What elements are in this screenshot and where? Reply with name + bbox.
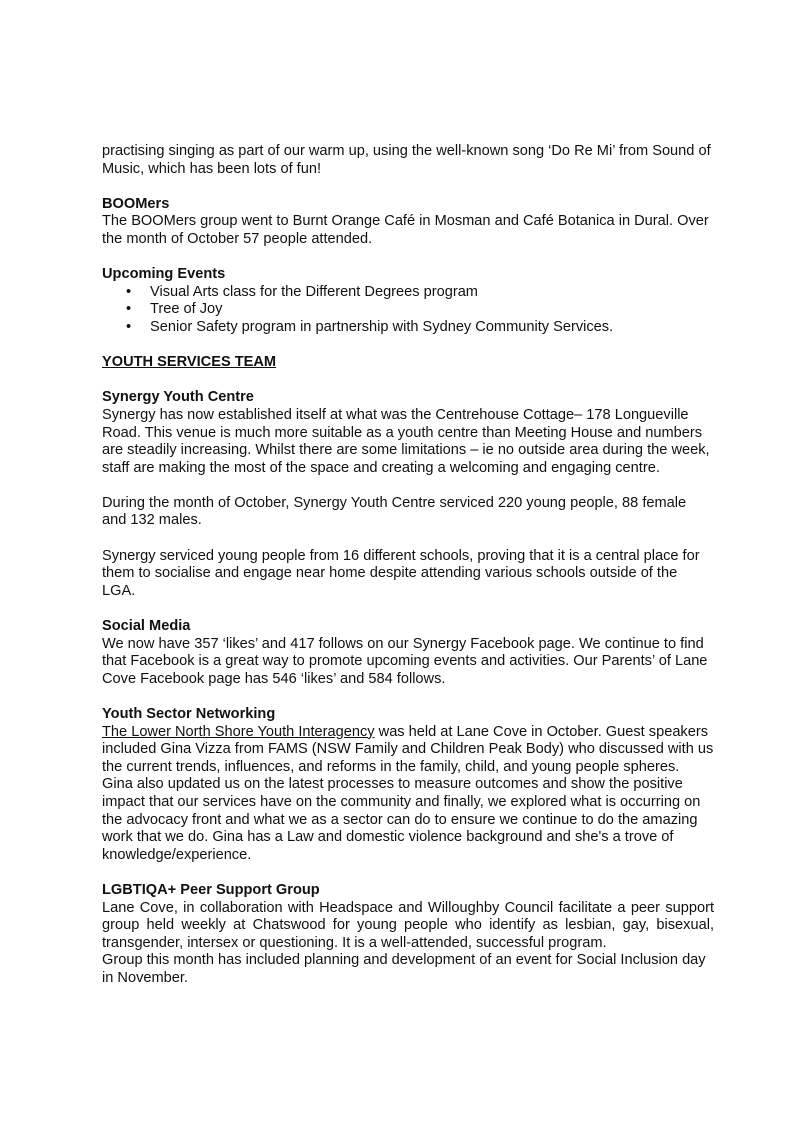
synergy-paragraph-3: Synergy serviced young people from 16 different schools, proving that it is a central place for them to socialise and engage near home despite attending various schools outside of the LGA. [102, 547, 700, 599]
spacer [102, 337, 714, 355]
spacer [102, 372, 714, 390]
lgbtiqa-paragraph-2: Group this month has included planning and development of an event for Social Inclusion day in November. [102, 952, 706, 986]
upcoming-events-list [102, 284, 714, 337]
upcoming-events-heading: Upcoming Events [102, 266, 226, 283]
youth-services-title: YOUTH SERVICES TEAM [102, 354, 277, 371]
spacer [102, 600, 714, 618]
list-item-text: Tree of Joy [150, 301, 223, 318]
synergy-heading: Synergy Youth Centre [102, 389, 254, 406]
social-media-heading: Social Media [102, 618, 191, 635]
synergy-paragraph-1: Synergy has now established itself at what was the Centrehouse Cottage– 178 Longueville Road. This venue is much more suitable as a youth centre than Meeting House and numbers are steadily increasing. Whilst there are some limitations – ie no outside area during the week, staff are making the most of the space and creating a welcoming and engaging centre. [102, 406, 710, 476]
spacer [102, 864, 714, 882]
lgbtiqa-paragraph-1: Lane Cove, in collaboration with Headspace and Willoughby Council facilitate a peer support group held weekly at Chatswood for young people who identify as lesbian, gay, bisexual, transgender, intersex or questioning. It is a well-attended, successful program. [102, 899, 714, 951]
list-item-text: Senior Safety program in partnership with Sydney Community Services. [150, 318, 614, 335]
bullet-icon: • [126, 318, 132, 335]
networking-text: was held at Lane Cove in October. Guest speakers included Gina Vizza from FAMS (NSW Family and Children Peak Body) who discussed with us the current trends, influences, and reforms in the family, child, and young people spheres. Gina also updated us on the latest processes to measure outcomes and show the positive impact that our services have on the community and finally, we explored what is occurring on the advocacy front and what we as a sector can do to ensure we continue to do the amazing work that we do. Gina has a Law and domestic violence background and she's a trove of knowledge/experience. [102, 723, 714, 863]
spacer [102, 178, 714, 196]
boomers-heading: BOOMers [102, 195, 170, 212]
list-item-text: Visual Arts class for the Different Degrees program [150, 283, 478, 300]
interagency-link[interactable]: The Lower North Shore Youth Interagency [102, 723, 375, 740]
networking-heading: Youth Sector Networking [102, 706, 276, 722]
boomers-paragraph: The BOOMers group went to Burnt Orange Café in Mosman and Café Botanica in Dural. Over the month of October 57 people attended. [102, 213, 709, 247]
networking-paragraph [102, 724, 714, 865]
spacer [102, 477, 714, 495]
bullet-icon: • [126, 301, 132, 318]
document-page [102, 143, 714, 988]
list-item [102, 284, 714, 302]
bullet-icon: • [126, 283, 132, 300]
intro-paragraph: practising singing as part of our warm up, using the well-known song ‘Do Re Mi’ from Sound of Music, which has been lots of fun! [102, 143, 711, 177]
social-media-paragraph: We now have 357 ‘likes’ and 417 follows on our Synergy Facebook page. We continue to find that Facebook is a great way to promote upcoming events and activities. Our Parents’ of Lane Cove Facebook page has 546 ‘likes’ and 584 follows. [102, 635, 708, 687]
list-item [102, 301, 714, 319]
synergy-paragraph-2: During the month of October, Synergy Youth Centre serviced 220 young people, 88 female and 132 males. [102, 494, 687, 529]
spacer [102, 688, 714, 706]
list-item [102, 319, 714, 337]
spacer [102, 530, 714, 548]
lgbtiqa-heading: LGBTIQA+ Peer Support Group [102, 881, 320, 898]
spacer [102, 249, 714, 267]
